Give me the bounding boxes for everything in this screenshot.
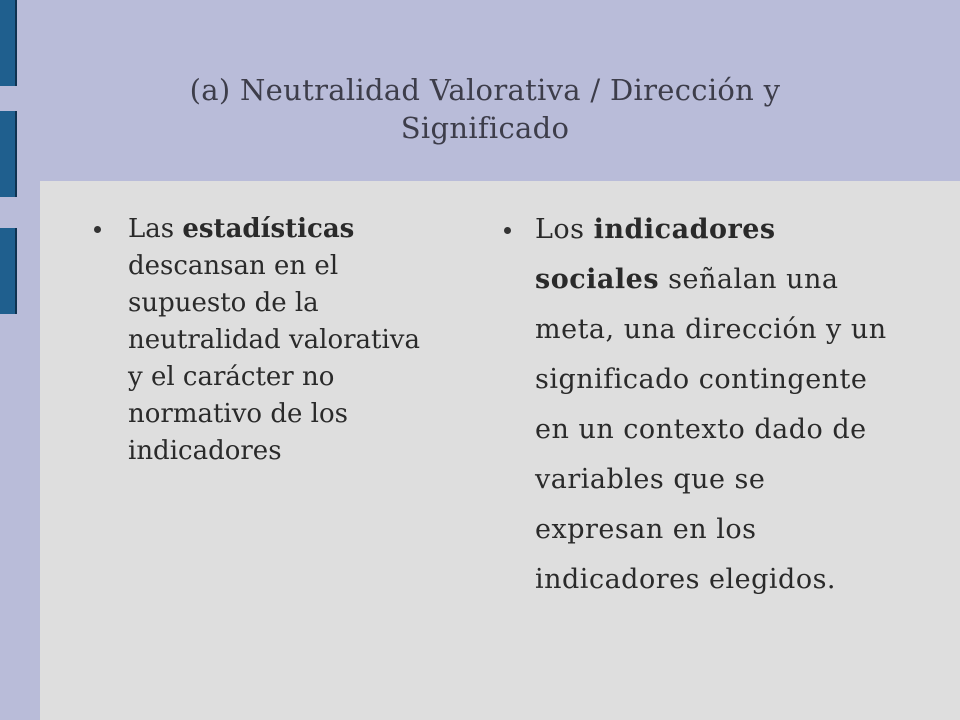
content-panel	[40, 181, 960, 720]
accent-bar-top	[0, 0, 17, 86]
right-bullet-post: señalan una meta, una dirección y un significado contingente en un contexto dado de variables que se expresan en los indicadores elegidos.	[535, 264, 887, 595]
right-bullet-pre: Los	[535, 214, 594, 245]
bullet-dot-icon	[504, 227, 511, 234]
left-column	[86, 211, 426, 470]
left-bullet-post: descansan en el supuesto de la neutralidad valorativa y el carácter no normativo de los indicadores	[128, 251, 420, 466]
left-bullet-pre: Las	[128, 214, 183, 244]
left-bullet-text	[128, 211, 426, 470]
right-bullet-bold: indicadores sociales	[535, 214, 776, 295]
right-column	[497, 205, 897, 605]
bullet-dot-icon	[94, 226, 101, 233]
right-bullet-text	[535, 205, 897, 605]
accent-bar-middle	[0, 111, 17, 197]
accent-bar-bottom	[0, 228, 17, 314]
slide-title: (a) Neutralidad Valorativa / Dirección y Significado	[189, 73, 781, 145]
left-bullet-bold: estadísticas	[182, 214, 355, 244]
